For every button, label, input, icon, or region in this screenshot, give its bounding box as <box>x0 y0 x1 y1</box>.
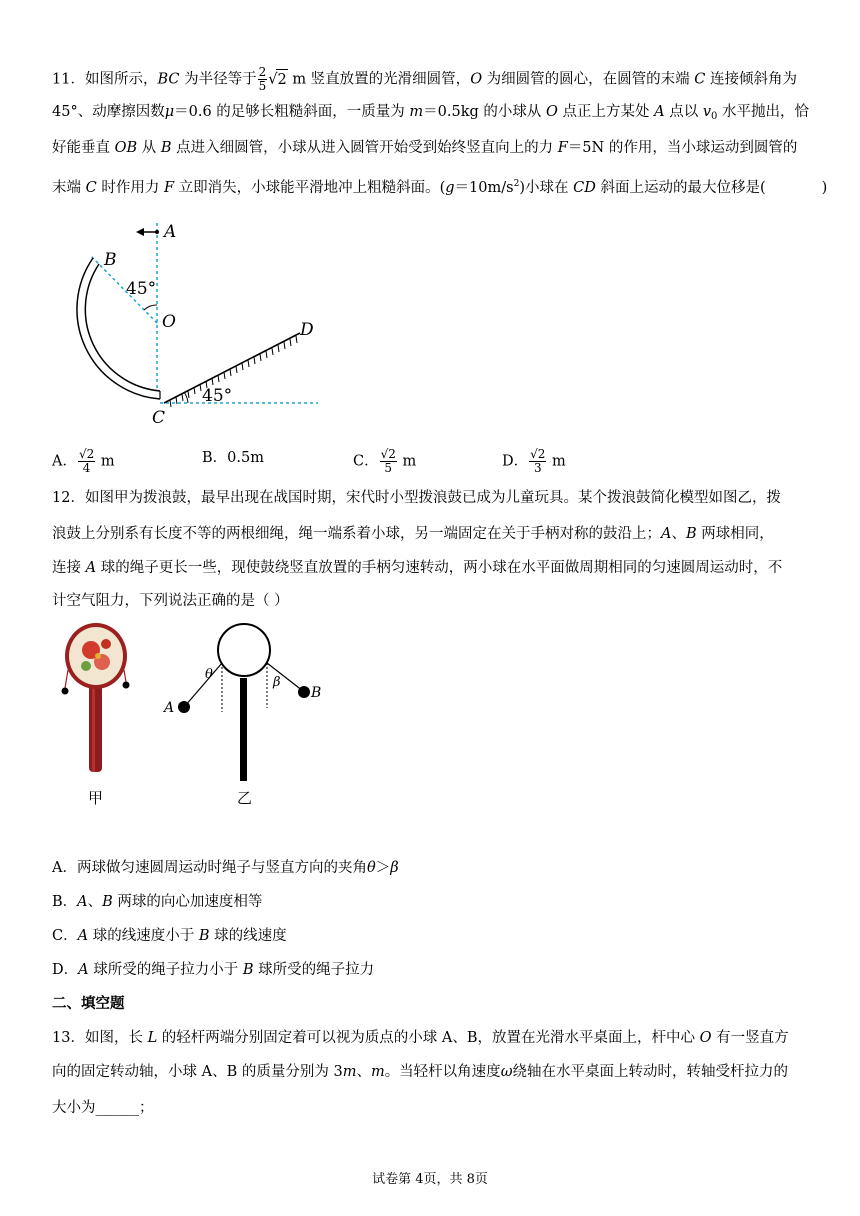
q11-option-b[interactable]: B．0.5m <box>202 450 264 466</box>
q12-line-1: 12．如图甲为拨浪鼓，最早出现在战国时期，宋代时小型拨浪鼓已成为儿童玩具。某个拨浪鼓简化模型如图乙，拨 <box>52 490 781 506</box>
label-ball-b: B <box>311 685 322 701</box>
q11-line-3: 好能垂直 OB 从 B 点进入细圆管，小球从进入圆管开始受到始终竖直向上的力 F＝5N 的作用，当小球运动到圆管的 <box>52 140 798 156</box>
rope-a <box>185 663 222 706</box>
q11-option-a[interactable]: A． $\frac{√2}{4}$ m <box>52 447 115 475</box>
q12-line-3: 连接 A 球的绳子更长一些，现使鼓绕竖直放置的手柄匀速转动，两小球在水平面做周期相同的匀速圆周运动时，不 <box>52 560 783 576</box>
rattle-drum-schematic <box>155 620 335 810</box>
q13-line-3: 大小为______； <box>52 1100 154 1116</box>
label-jia: 甲 <box>88 789 104 807</box>
q11-line-1: 11．如图所示，BC 为半径等于 $\frac{2}{5}$ √2 m 竖直放置的光滑细圆管，O 为细圆管的圆心，在圆管的末端 C 连接倾斜角为 <box>52 65 798 93</box>
page-footer: 试卷第 4页，共 8页 <box>372 1172 488 1187</box>
label-yi: 乙 <box>237 789 253 807</box>
label-angle-c: 45° <box>202 386 233 406</box>
label-theta: θ <box>205 667 213 682</box>
angle-arc-o <box>144 305 157 310</box>
q13-line-2: 向的固定转动轴，小球 A、B 的质量分别为 3m、m。当轻杆以角速度ω绕轴在水平桌面上转动时，转轴受杆拉力的 <box>52 1064 789 1080</box>
drum-circle <box>218 624 270 676</box>
label-c: C <box>152 408 166 428</box>
q13-line-1: 13．如图，长 L 的轻杆两端分别固定着可以视为质点的小球 A、B，放置在光滑水平桌面上，杆中心 O 有一竖直方 <box>52 1030 789 1046</box>
label-d: D <box>300 320 314 340</box>
ball-b <box>298 686 310 698</box>
q12-option-a[interactable]: A．两球做匀速圆周运动时绳子与竖直方向的夹角θ＞β <box>52 860 399 876</box>
point-a <box>155 230 159 234</box>
q12-line-4: 计空气阻力，下列说法正确的是（ ） <box>52 593 289 609</box>
label-angle-o: 45° <box>126 279 157 299</box>
label-b: B <box>104 250 117 270</box>
incline-hatching <box>170 336 297 407</box>
q11-line-2: 45°、动摩擦因数μ＝0.6 的足够长粗糙斜面，一质量为 m＝0.5kg 的小球从 O 点正上方某处 A 点以 $v_0$ 水平抛出，恰 <box>52 104 810 122</box>
q12-option-d[interactable]: D．A 球所受的绳子拉力小于 B 球所受的绳子拉力 <box>52 962 375 978</box>
q11-option-c[interactable]: C． $\frac{√2}{5}$ m <box>353 447 417 475</box>
label-a: A <box>164 222 177 242</box>
ball-a <box>178 701 190 713</box>
label-ball-a: A <box>164 700 175 716</box>
rattle-drum-picture <box>58 620 140 810</box>
label-beta: β <box>273 675 281 690</box>
label-o: O <box>162 312 176 332</box>
q12-line-2: 浪鼓上分别系有长度不等的两根细绳，绳一端系着小球，另一端固定在关于手柄对称的鼓沿上；A、B 两球相同， <box>52 526 774 542</box>
q12-option-c[interactable]: C．A 球的线速度小于 B 球的线速度 <box>52 928 287 944</box>
angle-arc-c <box>184 392 188 403</box>
drum-handle <box>240 678 247 781</box>
q11-line-4: 末端 C 时作用力 F 立即消失，小球能平滑地冲上粗糙斜面。$(g=10m/s^2)$小球在 CD 斜面上运动的最大位移是( ) <box>52 179 828 196</box>
section-heading: 二、填空题 <box>52 995 125 1012</box>
fraction-two-fifths: $\frac{2}{5}$ <box>258 65 267 93</box>
q11-option-d[interactable]: D． $\frac{√2}{3}$ m <box>502 447 566 475</box>
q11-figure <box>60 215 330 430</box>
q12-option-b[interactable]: B．A、B 两球的向心加速度相等 <box>52 894 263 910</box>
